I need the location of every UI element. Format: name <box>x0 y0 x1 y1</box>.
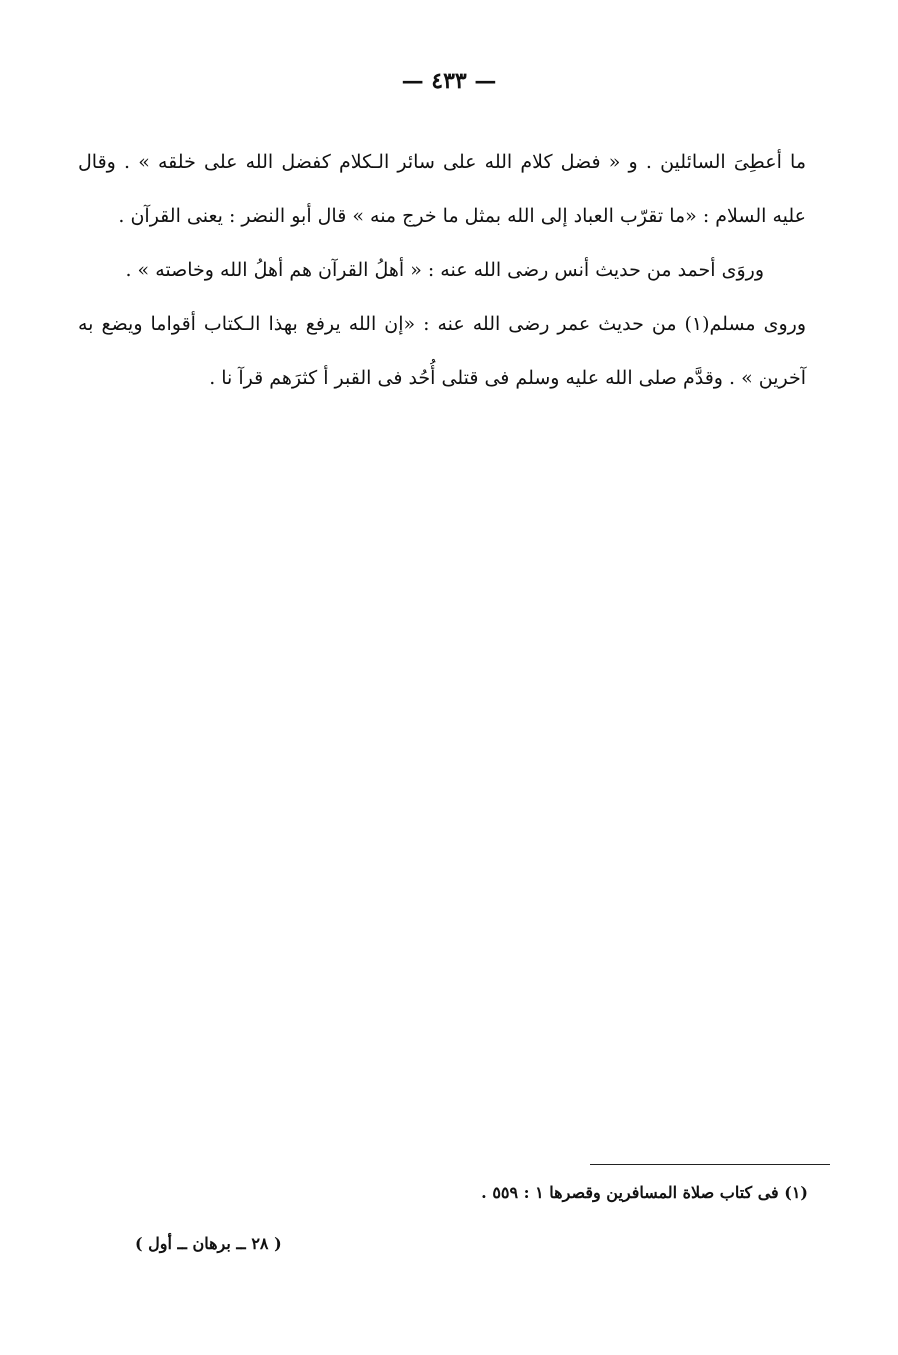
footnote: (١) فى كتاب صلاة المسافرين وقصرها ١ : ٥٥٩ . <box>481 1183 808 1202</box>
paragraph-3: وروى مسلم(١) من حديث عمر رضى الله عنه : «إن الله يرفع بهذا الـكتاب أقواما ويضع به آخرين » . وقدَّم صلى الله عليه وسلم فى قتلى أُحُد فى القبر أ كثرَهم قرآ نا . <box>78 313 806 389</box>
printer-signature: ( ٢٨ ــ برهان ــ أول ) <box>135 1234 282 1253</box>
main-text <box>78 135 806 405</box>
paragraph-2: وروَى أحمد من حديث أنس رضى الله عنه : « أهلُ القرآن هم أهلُ الله وخاصته » . <box>125 259 764 281</box>
page-number: — ٤٣٣ — <box>401 68 497 94</box>
footnote-divider <box>590 1164 830 1165</box>
paragraph-1: ما أعطِىَ السائلين . و « فضل كلام الله على سائر الـكلام كفضل الله على خلقه » . وقال عليه السلام : «ما تقرّب العباد إلى الله بمثل ما خرج منه » قال أبو النضر : يعنى القرآن . <box>78 151 806 227</box>
